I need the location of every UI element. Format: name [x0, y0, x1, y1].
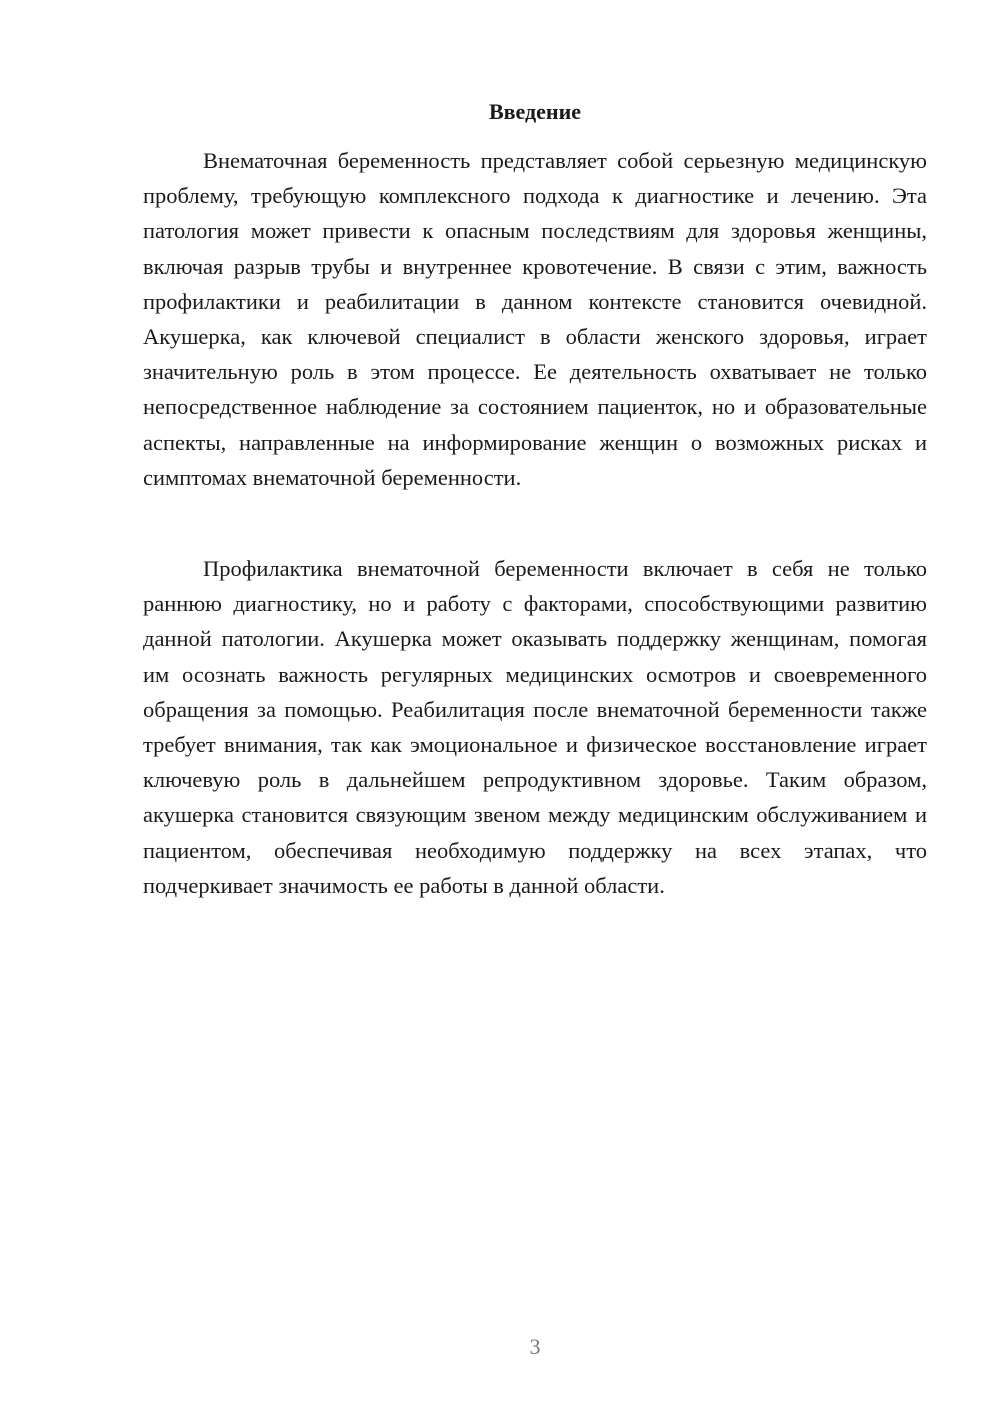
- page-title: Введение: [488, 99, 582, 124]
- paragraph-introduction: Внематочная беременность представляет собой серьезную медицинскую проблему, требующую комплексного подхода к диагностике и лечению. Эта патология может привести к опасным последствиям для здоровья женщины, включая разрыв трубы и внутреннее кровотечение. В связи с этим, важность профилактики и реабилитации в данном контексте становится очевидной. Акушерка, как ключевой специалист в области женского здоровья, играет значительную роль в этом процессе. Ее деятельность охватывает не только непосредственное наблюдение за состоянием пациенток, но и образовательные аспекты, направленные на информирование женщин о возможных рисках и симптомах внематочной беременности.: [143, 148, 927, 490]
- page-number: 3: [529, 1334, 541, 1359]
- paragraph-prevention: Профилактика внематочной беременности включает в себя не только раннюю диагностику, но и работу с факторами, способствующими развитию данной патологии. Акушерка может оказывать поддержку женщинам, помогая им осознать важность регулярных медицинских осмотров и своевременного обращения за помощью. Реабилитация после внематочной беременности также требует внимания, так как эмоциональное и физическое восстановление играет ключевую роль в дальнейшем репродуктивном здоровье. Таким образом, акушерка становится связующим звеном между медицинским обслуживанием и пациентом, обеспечивая необходимую поддержку на всех этапах, что подчеркивает значимость ее работы в данной области.: [143, 556, 927, 898]
